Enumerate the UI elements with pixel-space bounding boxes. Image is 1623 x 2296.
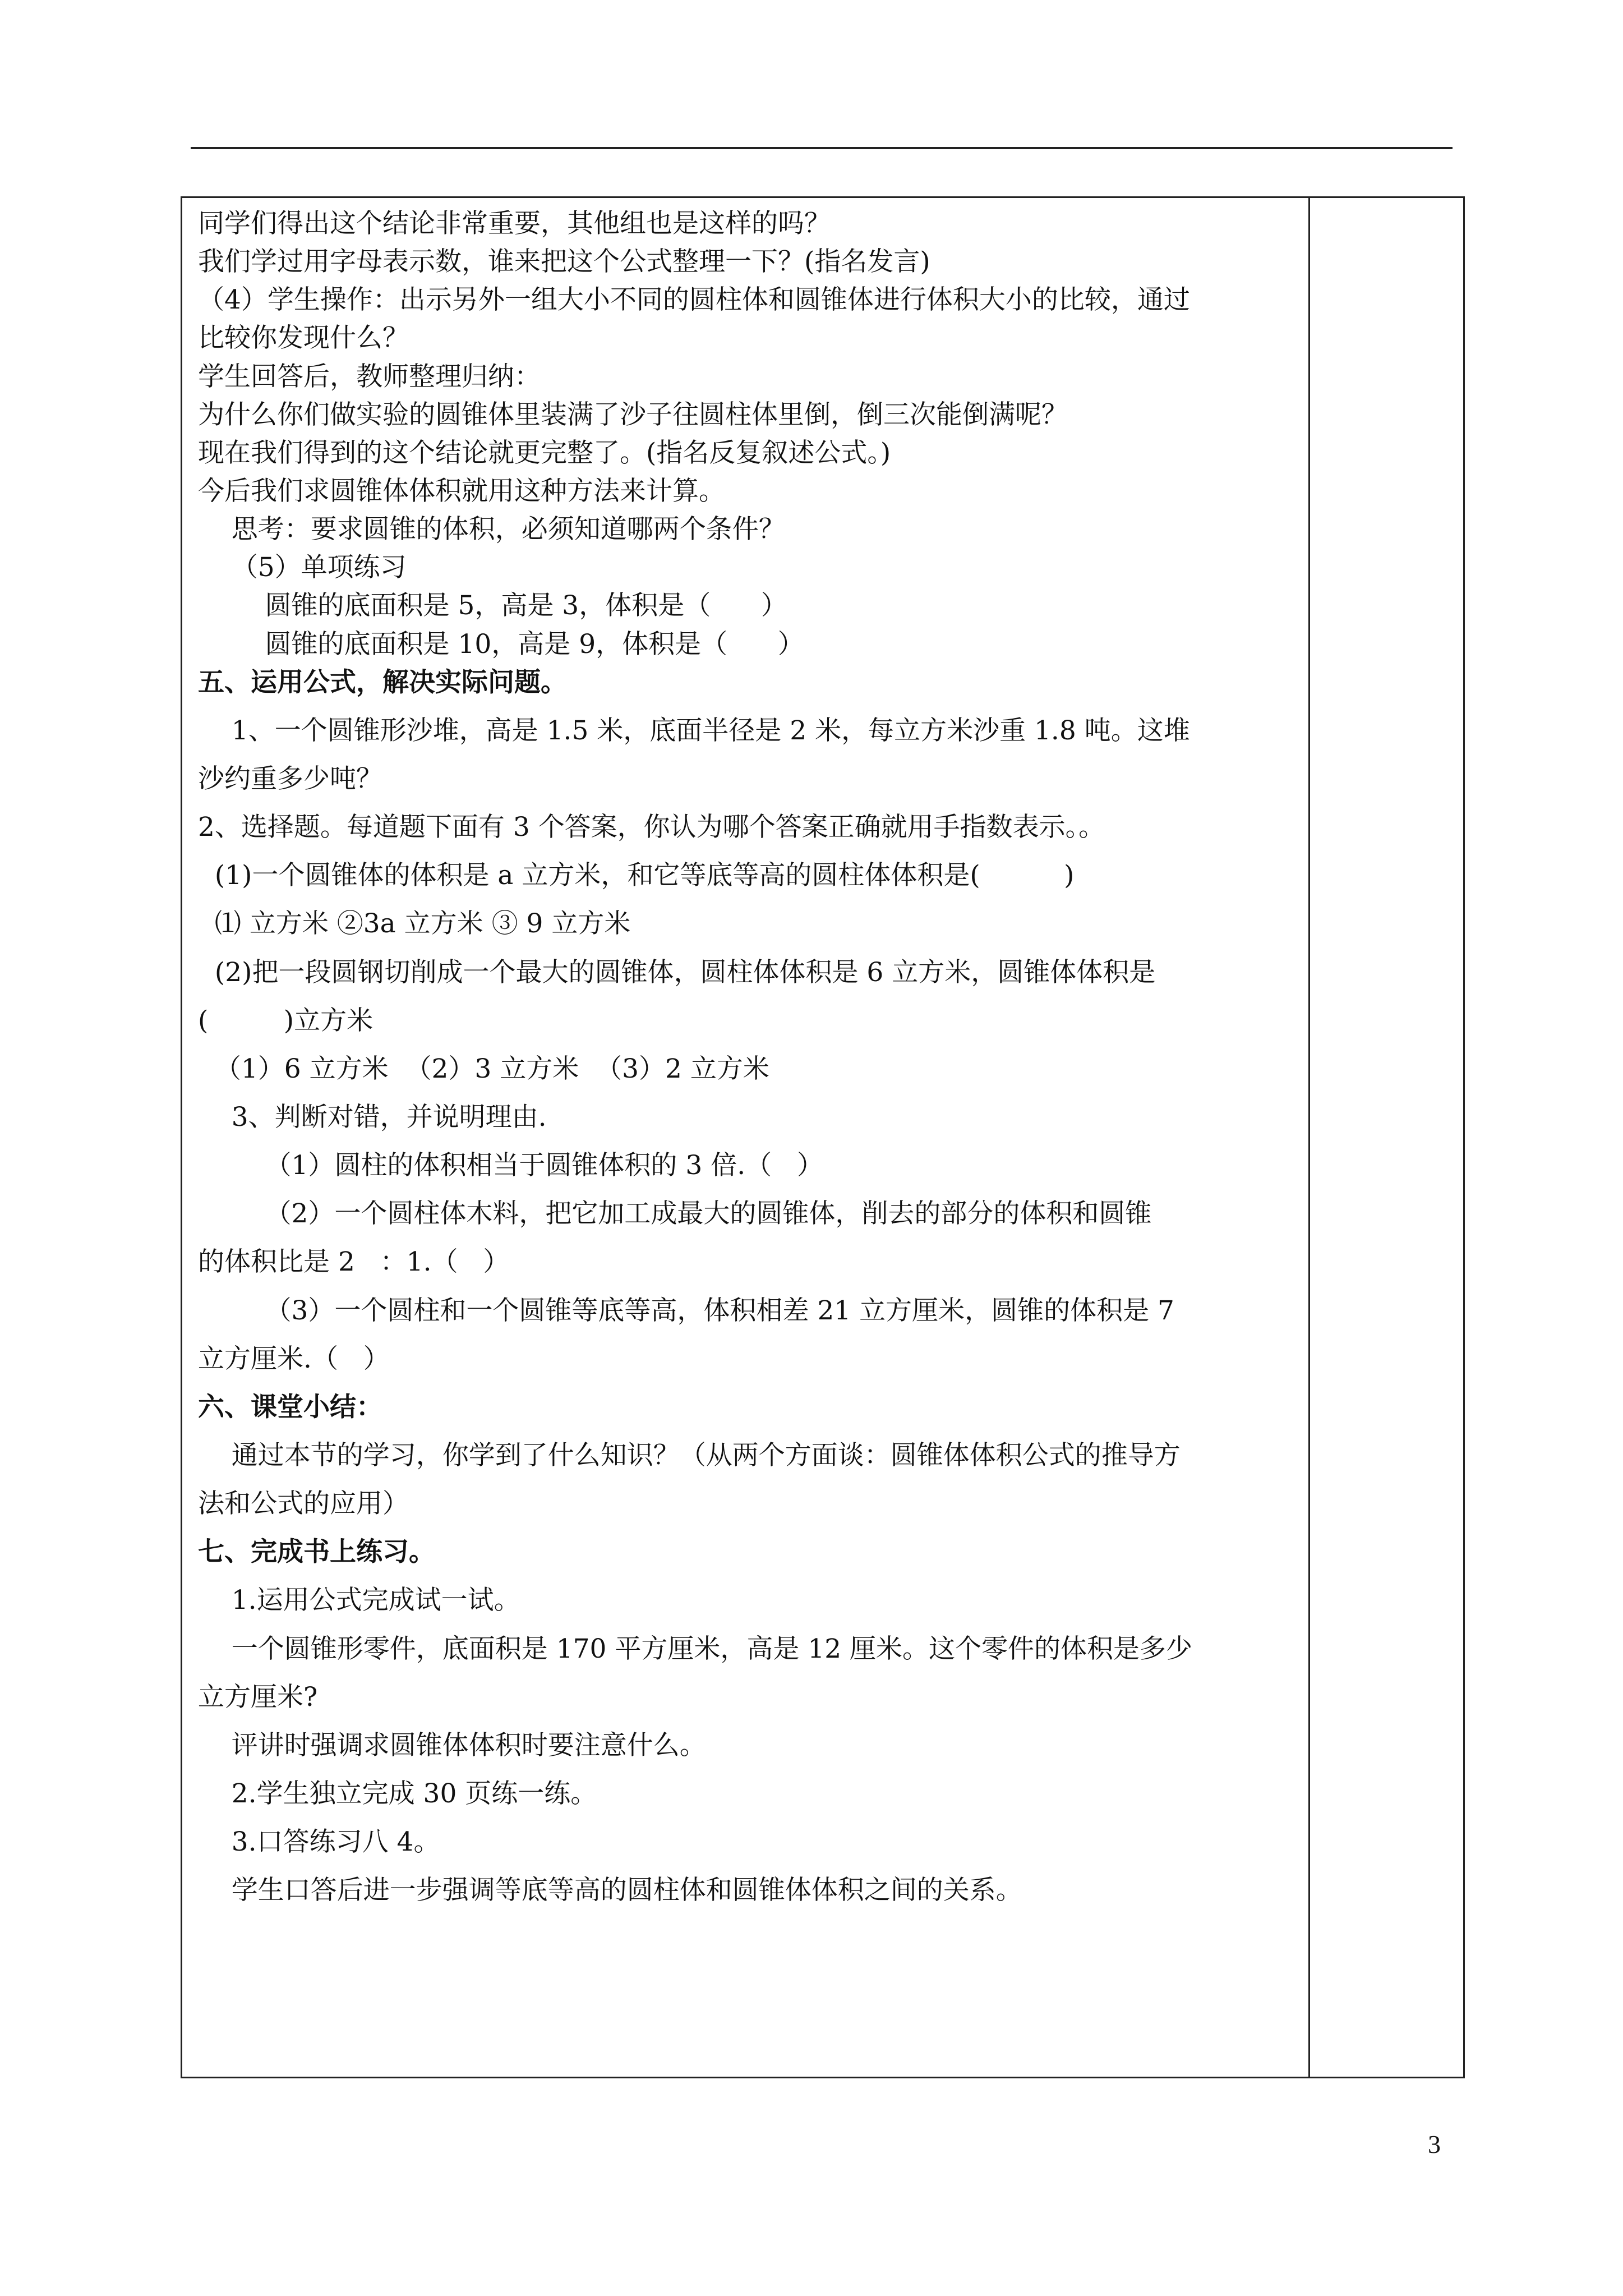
- text-line: 我们学过用字母表示数，谁来把这个公式整理一下？(指名发言): [198, 246, 930, 278]
- text-line: 3.口答练习八 4。: [198, 1826, 440, 1858]
- text-line: 学生口答后进一步强调等底等高的圆柱体和圆锥体体积之间的关系。: [198, 1875, 1022, 1906]
- text-line: 3、判断对错，并说明理由.: [198, 1101, 547, 1133]
- text-line: （1）圆柱的体积相当于圆锥体积的 3 倍.（ ）: [198, 1150, 823, 1181]
- text-line: 2.学生独立完成 30 页练一练。: [198, 1778, 597, 1809]
- text-line: 立方厘米?: [198, 1681, 318, 1713]
- text-line: 今后我们求圆锥体体积就用这种方法来计算。: [198, 475, 725, 507]
- section-heading: 五、运用公式，解决实际问题。: [198, 666, 567, 698]
- text-line: 法和公式的应用）: [198, 1488, 409, 1520]
- text-line: 立方厘米.（ ）: [198, 1343, 390, 1374]
- header-rule: [191, 147, 1453, 149]
- text-line: (2)把一段圆钢切削成一个最大的圆锥体，圆柱体体积是 6 立方米，圆锥体体积是: [198, 956, 1156, 988]
- page-number: 3: [1428, 2130, 1441, 2159]
- text-line: （2）一个圆柱体木料，把它加工成最大的圆锥体，削去的部分的体积和圆锥: [198, 1198, 1152, 1230]
- text-line: 通过本节的学习，你学到了什么知识？（从两个方面谈：圆锥体体积公式的推导方: [198, 1439, 1181, 1471]
- text-line: 2、选择题。每道题下面有 3 个答案，你认为哪个答案正确就用手指数表示。。: [198, 812, 1105, 843]
- text-line: 评讲时强调求圆锥体体积时要注意什么。: [198, 1729, 706, 1761]
- lesson-table: [181, 196, 1465, 2078]
- text-line: 同学们得出这个结论非常重要，其他组也是这样的吗？: [198, 208, 831, 239]
- text-line: （4）学生操作：出示另外一组大小不同的圆柱体和圆锥体进行体积大小的比较，通过: [198, 284, 1190, 316]
- text-line: 比较你发现什么？: [198, 323, 409, 354]
- text-line: (1)一个圆锥体的体积是 a 立方米，和它等底等高的圆柱体体积是( ): [198, 860, 1075, 891]
- text-line: ⑴ 立方米 ②3a 立方米 ③ 9 立方米: [198, 908, 631, 940]
- text-line: 一个圆锥形零件，底面积是 170 平方厘米，高是 12 厘米。这个零件的体积是多少: [198, 1633, 1193, 1664]
- text-line: 的体积比是 2 ：1.（ ）: [198, 1246, 510, 1278]
- lesson-content: [198, 205, 1297, 1910]
- text-line: 学生回答后，教师整理归纳：: [198, 361, 541, 392]
- text-line: 为什么你们做实验的圆锥体里装满了沙子往圆柱体里倒，倒三次能倒满呢？: [198, 399, 1068, 430]
- text-line: 1.运用公式完成试一试。: [198, 1585, 520, 1616]
- text-line: 圆锥的底面积是 5，高是 3，体积是（ ）: [198, 590, 787, 622]
- section-heading: 七、完成书上练习。: [198, 1536, 435, 1568]
- text-line: 思考：要求圆锥的体积，必须知道哪两个条件？: [198, 514, 785, 545]
- column-divider: [1308, 198, 1310, 2077]
- text-line: 沙约重多少吨？: [198, 763, 382, 794]
- text-line: （5）单项练习: [198, 552, 407, 583]
- text-line: （1）6 立方米 （2）3 立方米 （3）2 立方米: [198, 1053, 769, 1084]
- text-line: 1、一个圆锥形沙堆，高是 1.5 米，底面半径是 2 米，每立方米沙重 1.8 吨。这堆: [198, 715, 1190, 746]
- section-heading: 六、课堂小结：: [198, 1391, 382, 1423]
- text-line: 现在我们得到的这个结论就更完整了。(指名反复叙述公式。): [198, 437, 891, 468]
- text-line: （3）一个圆柱和一个圆锥等底等高，体积相差 21 立方厘米，圆锥的体积是 7: [198, 1295, 1174, 1326]
- text-line: ( )立方米: [198, 1005, 374, 1036]
- text-line: 圆锥的底面积是 10，高是 9，体积是（ ）: [198, 628, 804, 660]
